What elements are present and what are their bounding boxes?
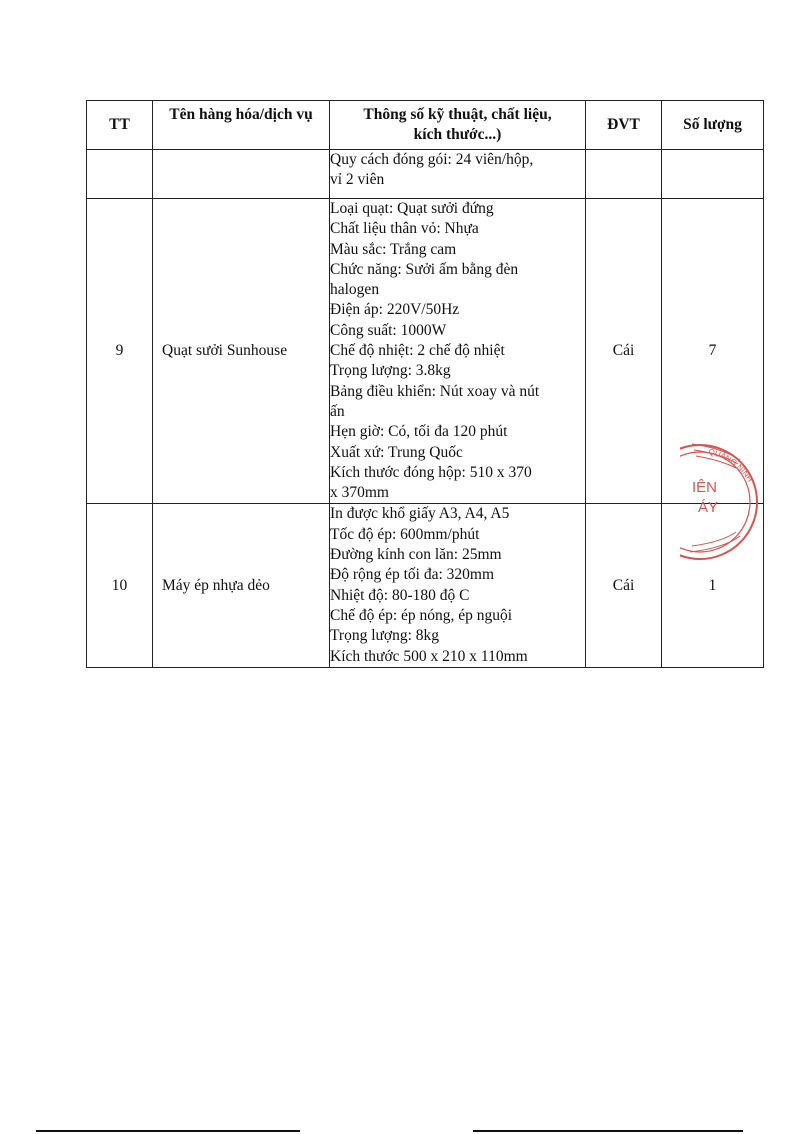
spec-line: Công suất: 1000W <box>330 321 447 339</box>
cell-unit: Cái <box>586 199 662 504</box>
cell-tt: 10 <box>87 504 153 668</box>
spec-line: x 370mm <box>330 484 389 502</box>
cell-qty: 7 <box>662 199 764 504</box>
cell-qty <box>662 150 764 199</box>
spec-line: Quy cách đóng gói: 24 viên/hộp, <box>330 151 534 168</box>
cell-tt <box>87 150 153 199</box>
header-name: Tên hàng hóa/dịch vụ <box>153 101 330 150</box>
header-spec-line2: kích thước...) <box>413 126 502 143</box>
spec-line: Độ rộng ép tối đa: 320mm <box>330 566 495 584</box>
spec-line: Điện áp: 220V/50Hz <box>330 301 460 319</box>
table-header-row <box>87 101 764 150</box>
table-row <box>87 504 764 668</box>
spec-line: Kích thước đóng hộp: 510 x 370 <box>330 463 532 481</box>
stamp-outer-ring <box>680 445 757 559</box>
spec-line: Chất liệu thân vỏ: Nhựa <box>330 220 479 238</box>
cell-spec <box>330 150 586 199</box>
spec-line: Chế độ nhiệt: 2 chế độ nhiệt <box>330 342 505 360</box>
spec-line: Nhiệt độ: 80-180 độ C <box>330 586 470 604</box>
spec-line: Chức năng: Sưởi ấm bằng đèn <box>330 260 519 278</box>
goods-table <box>86 100 764 668</box>
spec-line: halogen <box>330 281 380 299</box>
stamp-text-line2: ÁY <box>698 499 719 516</box>
spec-line: Màu sắc: Trắng cam <box>330 240 457 258</box>
cell-name <box>153 150 330 199</box>
spec-line: Đường kính con lăn: 25mm <box>330 546 502 564</box>
spec-line: Loại quạt: Quạt sưởi đứng <box>330 200 494 217</box>
spec-line: Trọng lượng: 8kg <box>330 627 440 645</box>
cell-name: Máy ép nhựa dẻo <box>153 504 330 668</box>
spec-line: Hẹn giờ: Có, tối đa 120 phút <box>330 423 508 441</box>
footer-rule-right <box>473 1130 743 1132</box>
spec-line: In được khổ giấy A3, A4, A5 <box>330 505 510 523</box>
cell-spec <box>330 199 586 504</box>
cell-tt: 9 <box>87 199 153 504</box>
spec-line: Chế độ ép: ép nóng, ép nguội <box>330 606 513 624</box>
header-spec-line1: Thông số kỹ thuật, chất liệu, <box>363 105 552 123</box>
spec-line: ấn <box>330 402 345 420</box>
header-unit: ĐVT <box>586 101 662 150</box>
spec-line: Tốc độ ép: 600mm/phút <box>330 525 480 543</box>
cell-qty: 1 <box>662 504 764 668</box>
cell-unit <box>586 150 662 199</box>
footer-rule-left <box>36 1130 300 1132</box>
stamp-text-line1: IÊN <box>692 479 718 496</box>
table-row <box>87 199 764 504</box>
spec-line: vỉ 2 viên <box>330 171 385 189</box>
spec-line: Bảng điều khiển: Nút xoay và nút <box>330 382 540 400</box>
stamp-ring-text: QUẢNG NINH <box>707 447 755 484</box>
header-tt: TT <box>87 101 153 150</box>
table-row <box>87 150 764 199</box>
official-stamp <box>680 432 780 572</box>
cell-unit: Cái <box>586 504 662 668</box>
spec-line: Trọng lượng: 3.8kg <box>330 362 451 380</box>
spec-line: Xuất xứ: Trung Quốc <box>330 443 463 461</box>
header-qty: Số lượng <box>662 101 764 150</box>
header-spec <box>330 101 586 150</box>
cell-spec <box>330 504 586 668</box>
spec-line: Kích thước 500 x 210 x 110mm <box>330 647 528 665</box>
cell-name: Quạt sưởi Sunhouse <box>153 199 330 504</box>
